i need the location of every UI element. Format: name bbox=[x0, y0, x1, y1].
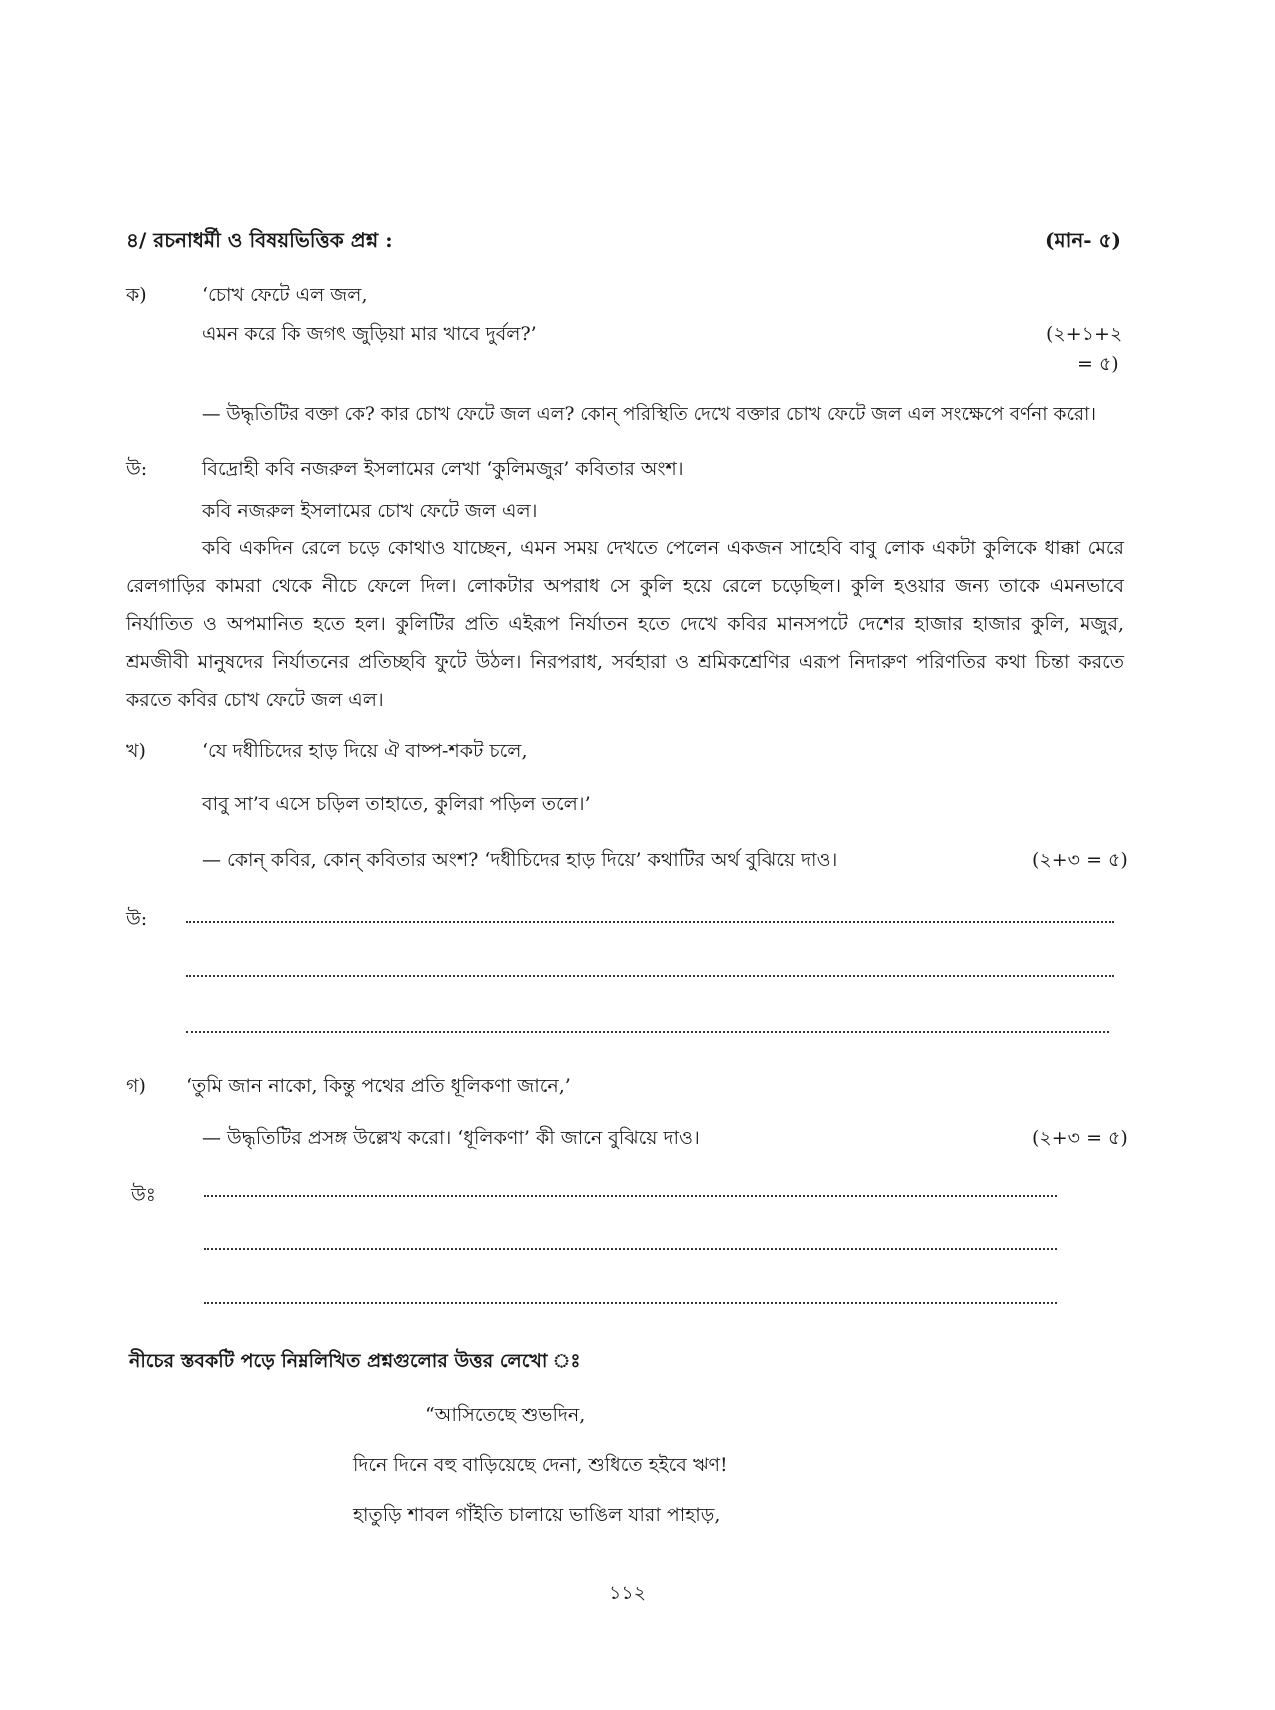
page-number: ১১২ bbox=[609, 1582, 647, 1604]
question-label-ka: ক) bbox=[126, 284, 147, 306]
stanza-line: দিনে দিনে বহু বাড়িয়েছে দেনা, শুধিতে হইবে ঋণ! bbox=[353, 1454, 728, 1476]
answer-blank-line[interactable] bbox=[186, 1031, 1109, 1033]
question-marks-total: = ৫) bbox=[1077, 353, 1119, 375]
answer-label: উ: bbox=[126, 458, 148, 480]
question-text: — উদ্ধৃতিটির বক্তা কে? কার চোখ ফেটে জল এল? কোন্ পরিস্থিতি দেখে বক্তার চোখ ফেটে জল এল সংক্ষেপে বর্ণনা করো। bbox=[202, 404, 1097, 425]
stanza-line: হাতুড়ি শাবল গাঁইতি চালায়ে ভাঙিল যারা পাহাড়, bbox=[353, 1504, 721, 1526]
answer-blank-line[interactable] bbox=[186, 921, 1114, 923]
answer-label: উঃ bbox=[131, 1184, 156, 1206]
answer-line: বিদ্রোহী কবি নজরুল ইসলামের লেখা ‘কুলিমজুর’ কবিতার অংশ। bbox=[202, 458, 684, 480]
stanza-line: “আসিতেছে শুভদিন, bbox=[425, 1404, 586, 1426]
question-marks: (২+৩ = ৫) bbox=[1032, 1127, 1128, 1149]
section-heading: ৪/ রচনাধর্মী ও বিষয়ভিত্তিক প্রশ্ন : bbox=[126, 228, 393, 252]
answer-blank-line[interactable] bbox=[204, 1302, 1057, 1304]
question-label-ga: গ) bbox=[126, 1075, 146, 1097]
question-marks: (২+১+২ bbox=[1046, 323, 1123, 345]
answer-paragraph: কবি একদিন রেলে চড়ে কোথাও যাচ্ছেন, এমন সময় দেখতে পেলেন একজন সাহেবি বাবু লোক একটা কুলিকে ধাক্কা মেরে রেলগাড়ির কামরা থেকে নীচে ফেলে দিল। লোকটার অপরাধ সে কুলি হয়ে রেলে চড়েছিল। কুলি হওয়ার জন্য তাকে এমনভাবে নির্যাতিত ও অপমানিত হতে হল। কুলিটির প্রতি এইরূপ নির্যাতন হতে দেখে কবির মানসপটে দেশের হাজার হাজার কুলি, মজুর, শ্রমজীবী মানুষদের নির্যাতনের প্রতিচ্ছবি ফুটে উঠল। নিরপরাধ, সর্বহারা ও শ্রমিকশ্রেণির এরূপ নিদারুণ পরিণতির কথা চিন্তা করতে করতে কবির চোখ ফেটে জল এল। bbox=[126, 537, 1124, 711]
section-marks: (মান- ৫) bbox=[1045, 228, 1122, 252]
question-text: — কোন্ কবির, কোন্ কবিতার অংশ? ‘দধীচিদের হাড় দিয়ে’ কথাটির অর্থ বুঝিয়ে দাও। bbox=[202, 849, 838, 871]
question-label-kha: খ) bbox=[126, 740, 146, 762]
quote-line: ‘তুমি জান নাকো, কিন্তু পথের প্রতি ধূলিকণা জানে,’ bbox=[186, 1075, 571, 1097]
answer-blank-line[interactable] bbox=[186, 975, 1114, 977]
quote-line: ‘চোখ ফেটে এল জল, bbox=[202, 284, 368, 306]
quote-line: বাবু সা’ব এসে চড়িল তাহাতে, কুলিরা পড়িল তলে।’ bbox=[202, 793, 591, 815]
question-marks: (২+৩ = ৫) bbox=[1032, 849, 1128, 871]
stanza-instruction: নীচের স্তবকটি পড়ে নিম্নলিখিত প্রশ্নগুলোর উত্তর লেখো ঃ bbox=[129, 1350, 581, 1372]
answer-blank-line[interactable] bbox=[204, 1195, 1057, 1197]
answer-blank-line[interactable] bbox=[204, 1248, 1057, 1250]
quote-line: ‘যে দধীচিদের হাড় দিয়ে ঐ বাষ্প-শকট চলে, bbox=[202, 740, 528, 762]
quote-line: এমন করে কি জগৎ জুড়িয়া মার খাবে দুর্বল?’ bbox=[202, 323, 537, 345]
question-text: — উদ্ধৃতিটির প্রসঙ্গ উল্লেখ করো। ‘ধূলিকণা’ কী জানে বুঝিয়ে দাও। bbox=[202, 1127, 700, 1149]
answer-label: উ: bbox=[126, 908, 148, 930]
answer-line: কবি নজরুল ইসলামের চোখ ফেটে জল এল। bbox=[202, 500, 538, 522]
